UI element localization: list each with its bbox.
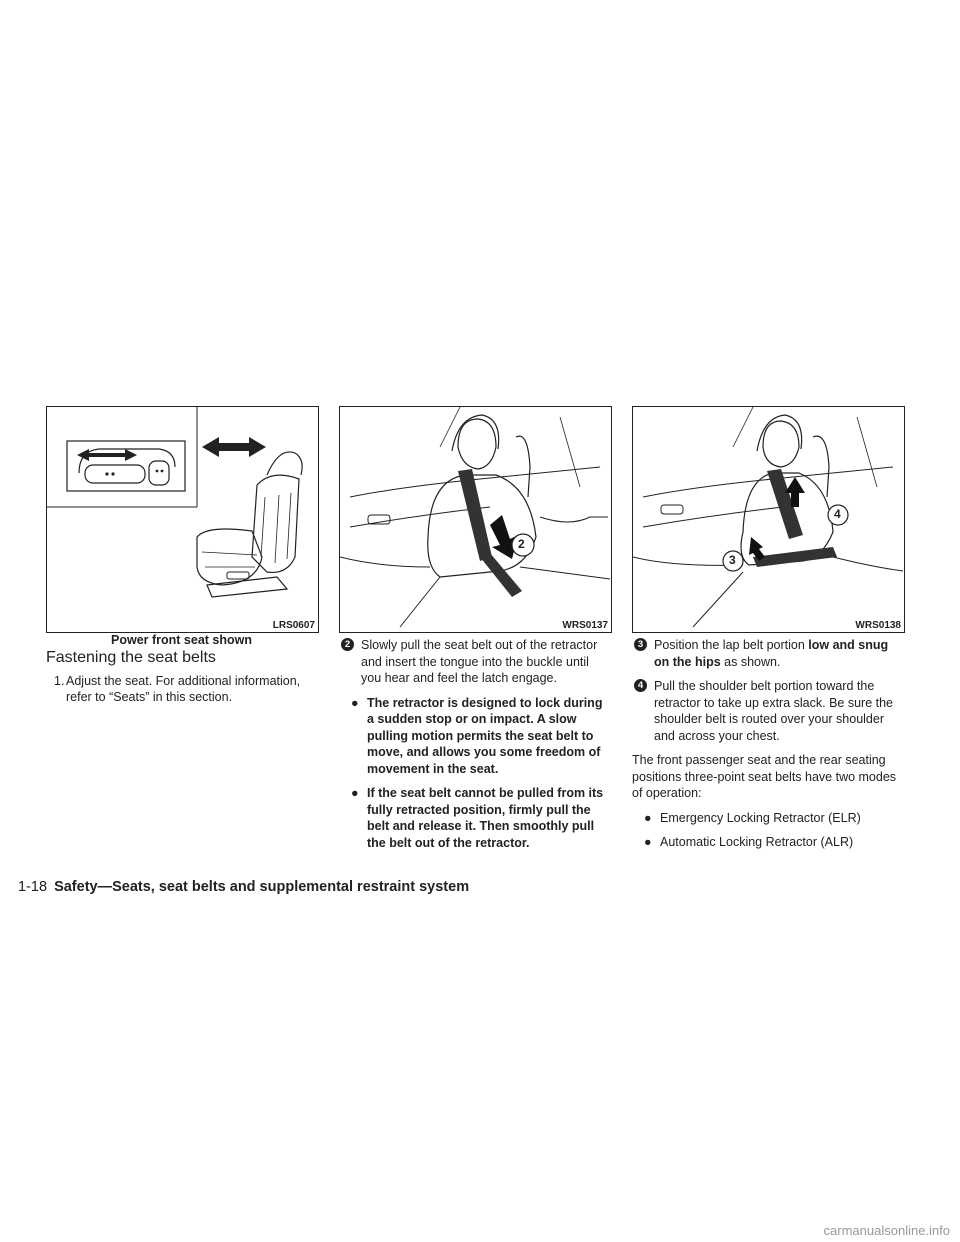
power-seat-illustration — [47, 407, 318, 632]
column-1 — [46, 650, 317, 714]
watermark: carmanualsonline.info — [823, 1223, 950, 1238]
figure-belt-position — [632, 406, 905, 633]
step-2 — [339, 637, 610, 687]
bullet-dot: ● — [351, 695, 359, 710]
bullet-dot: ● — [644, 835, 652, 849]
figure-belt-insert — [339, 406, 612, 633]
page-footer — [18, 879, 469, 895]
column-2 — [339, 637, 610, 859]
item-number: 1. — [54, 673, 65, 688]
bullet-text: Emergency Locking Retractor (ELR) — [660, 810, 861, 825]
step-badge: 4 — [634, 679, 647, 692]
bullet-text: If the seat belt cannot be pulled from its fully retracted position, firmly pull the belt and release it. Then smoothly pull the belt out of the retractor. — [367, 786, 604, 850]
page-number: 1-18 — [18, 879, 48, 895]
bullet-dot: ● — [644, 810, 652, 825]
belt-position-illustration — [633, 407, 904, 632]
step-badge: 2 — [341, 638, 354, 651]
column-3 — [632, 637, 903, 859]
item-text: Adjust the seat. For additional information, refer to “Seats” in this section. — [66, 673, 301, 704]
callout-4: 4 — [834, 507, 841, 521]
bullet-item — [632, 834, 903, 851]
list-item — [46, 673, 317, 706]
step-4 — [632, 678, 903, 744]
bullet-item — [632, 810, 903, 827]
figure-code: WRS0137 — [562, 620, 608, 631]
step-3 — [632, 637, 903, 670]
step-text-pre: Position the lap belt portion — [654, 638, 809, 652]
callout-3: 3 — [729, 553, 736, 567]
section-heading: Fastening the seat belts — [46, 649, 216, 666]
figure-code: LRS0607 — [272, 620, 315, 631]
step-text-bold: low and snug on the hips — [654, 638, 889, 669]
bullet-dot: ● — [351, 786, 359, 800]
callout-2: 2 — [518, 537, 525, 551]
bullet-text: Automatic Locking Retractor (ALR) — [660, 835, 854, 849]
bullet-text: The retractor is designed to lock during a sudden stop or on impact. A slow pulling motion permits the seat belt to move, and allows you some freedom of movement in the seat. — [367, 695, 603, 776]
step-text: Pull the shoulder belt portion toward the retractor to take up extra slack. Be sure the shoulder belt is routed over your shoulder and across your chest. — [654, 679, 894, 743]
section-title: Safety—Seats, seat belts and supplemental restraint system — [54, 879, 470, 895]
step-badge: 3 — [634, 638, 647, 651]
figure-caption: Power front seat shown — [111, 633, 252, 647]
figure-code: WRS0138 — [855, 620, 901, 631]
step-text: Slowly pull the seat belt out of the retractor and insert the tongue into the buckle until you hear and feel the latch engage. — [361, 638, 598, 685]
step-text-post: as shown. — [720, 654, 781, 669]
paragraph: The front passenger seat and the rear seating positions three-point seat belts have two modes of operation: — [632, 753, 897, 800]
figure-power-seat — [46, 406, 319, 633]
bullet-item — [339, 785, 610, 851]
bullet-item — [339, 695, 610, 778]
belt-insert-illustration — [340, 407, 611, 632]
